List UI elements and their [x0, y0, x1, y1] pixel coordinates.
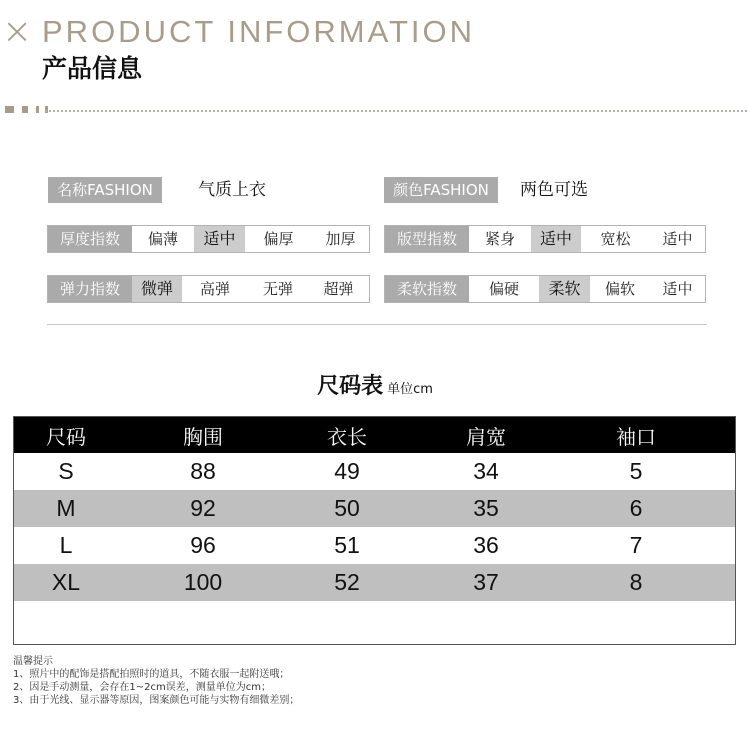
table-cell: 5: [629, 458, 643, 484]
notes-item: 1、照片中的配饰是搭配拍照时的道具，不随衣服一起附送哦；: [13, 669, 290, 680]
table-header-row: [14, 417, 735, 453]
table-header-cell: 肩宽: [466, 424, 506, 449]
table-cell: 35: [473, 495, 499, 521]
softness-label: 柔软指数: [385, 276, 469, 302]
table-cell: 7: [629, 532, 643, 558]
table-cell: M: [56, 495, 76, 521]
english-title: PRODUCT INFORMATION: [42, 14, 476, 49]
thickness-option: 偏薄: [147, 230, 178, 248]
fit-option-selected: 适中: [531, 226, 581, 252]
elasticity-label: 弹力指数: [48, 276, 132, 302]
table-cell: 36: [473, 532, 499, 558]
elasticity-index: [47, 275, 370, 303]
table-cell: XL: [51, 569, 81, 595]
color-label: 颜色FASHION: [384, 177, 498, 203]
section-divider: [47, 324, 707, 325]
softness-option-selected: 柔软: [539, 276, 590, 302]
thickness-index: [47, 225, 370, 253]
fit-index: [384, 225, 706, 253]
table-header-cell: 袖口: [616, 424, 656, 449]
fit-label: 版型指数: [385, 226, 469, 252]
table-header-cell: 胸围: [183, 424, 223, 449]
color-value: 两色可选: [520, 180, 588, 200]
name-value: 气质上衣: [198, 180, 266, 200]
softness-option: 偏硬: [488, 280, 519, 298]
x-mark-icon: ×: [2, 11, 33, 52]
thickness-option: 加厚: [325, 230, 356, 248]
softness-index: [384, 275, 706, 303]
fit-option: 适中: [662, 230, 693, 248]
table-cell: 6: [629, 495, 643, 521]
table-cell: 96: [190, 532, 216, 558]
softness-option: 偏软: [604, 280, 635, 298]
size-chart-title-text: 尺码表: [317, 374, 384, 399]
table-cell: 34: [473, 458, 499, 484]
table-cell: L: [59, 532, 73, 558]
table-cell: 52: [334, 569, 360, 595]
table-cell: 49: [334, 458, 360, 484]
thickness-option: 偏厚: [263, 230, 294, 248]
thickness-option-selected: 适中: [194, 226, 245, 252]
notes-item: 3、由于光线、显示器等原因，图案颜色可能与实物有细微差别；: [13, 695, 300, 706]
name-label: 名称FASHION: [48, 177, 162, 203]
table-row: [14, 490, 735, 527]
notes: [13, 655, 299, 707]
table-cell: 8: [629, 569, 643, 595]
notes-item: 2、因是手动测量，会存在1~2cm误差，测量单位为cm；: [13, 682, 271, 693]
dotted-divider: [45, 110, 747, 112]
table-cell: 100: [183, 569, 223, 595]
decorative-bar-icon: [5, 106, 48, 114]
size-chart-unit: 单位cm: [387, 382, 433, 397]
table-header-cell: 衣长: [327, 424, 367, 449]
thickness-label: 厚度指数: [48, 226, 132, 252]
table-header-cell: 尺码: [46, 424, 86, 449]
table-cell: 51: [334, 532, 360, 558]
elasticity-option-selected: 微弹: [132, 276, 182, 302]
fit-option: 紧身: [484, 230, 515, 248]
elasticity-option: 无弹: [262, 280, 293, 298]
size-chart-title: [0, 372, 750, 405]
elasticity-option: 高弹: [199, 280, 230, 298]
size-table: [13, 416, 736, 645]
table-cell: 37: [473, 569, 499, 595]
table-row: [14, 564, 735, 601]
table-cell: 88: [190, 458, 216, 484]
table-cell: 50: [334, 495, 360, 521]
elasticity-option: 超弹: [323, 280, 354, 298]
table-cell: S: [58, 458, 74, 484]
table-row: [14, 527, 735, 564]
table-row: [14, 453, 735, 490]
fit-option: 宽松: [600, 230, 631, 248]
chinese-title: 产品信息: [42, 54, 143, 83]
notes-title: 温馨提示: [13, 656, 53, 667]
table-cell: 92: [190, 495, 216, 521]
softness-option: 适中: [662, 280, 693, 298]
